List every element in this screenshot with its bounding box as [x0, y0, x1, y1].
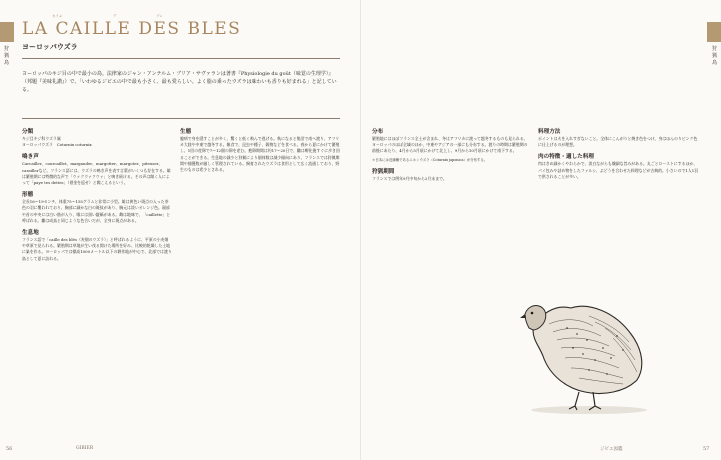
left-side-label: 狩猟鳥	[4, 46, 10, 66]
ecology-heading: 生態	[180, 129, 192, 135]
classification-line: ヨーロッパウズラ Coturnix coturnix	[22, 142, 92, 148]
left-column-2	[180, 128, 340, 176]
classification-line: キジ目キジ科ウズラ属	[22, 136, 61, 141]
distribution-text: 繁殖地にはほぼフランス全土が含まれ、冬はアフリカに渡って越冬するものも見られる。ヨーロッパのほぼ全域のほか、中東やアジアの一部にも分布する。渡りの時期は繁殖期の前後にあたり、4月から5月頃にかけて北上し、9月から10月頃にかけて南下する。	[372, 136, 528, 154]
cooking-text: ポイントは火を入れすぎないこと。全体にこんがりと焼き色をつけ、身はほんのりピンク色に仕上げるのが理想。	[538, 136, 698, 148]
gutter-shadow	[360, 0, 361, 460]
left-page-number: 56	[6, 446, 13, 452]
right-side-label: 狩猟鳥	[711, 46, 717, 66]
page-title: LA CAILLE DES BLES	[22, 19, 242, 39]
classification-heading: 分類	[22, 129, 34, 135]
title-ruby-des: デ	[113, 14, 117, 18]
season-heading: 狩猟期間	[372, 169, 395, 176]
left-running-footer: GIBIER	[76, 446, 94, 451]
form-heading: 形態	[22, 192, 34, 199]
distribution-note: ＊日本には近縁種であるニホンウズラ（Coturnix japonica）が分布する。	[372, 157, 488, 162]
quail-illustration	[519, 288, 655, 416]
title-ruby-bles: ブレ	[156, 14, 163, 18]
distribution-heading: 分布	[372, 129, 384, 135]
taste-text: 肉はきめ細かくやわらかで、淡白ながらも繊細な旨みがある。丸ごとローストにするほか、パイ包みや詰め物をしたファルシ、ぶどうを合わせた料理などが古典的。小さいので1人1羽で供されることが多い。	[538, 161, 699, 179]
page-subtitle: ヨーロッパウズラ	[22, 43, 78, 51]
right-section-tab	[707, 22, 721, 42]
habitat-text: フランス語で「caille des blés（麦畑のウズラ）」と呼ばれるように、平原の小麦畑や草原で見られる。繁殖期は草地が生い茂る開けた場所を好み、比較的乾燥した土地に巣を作る。ヨーロッパでは標高1000メートル以下の耕作地が中心で、北部では渡り鳥として夏に訪れる。	[22, 237, 172, 261]
title-block	[22, 14, 242, 39]
form-text: 全長16〜19センチ、体重75〜155グラムと非常に小型。雄は黄色い斑点の入った茶色の羽に覆われており、胸部に細かな白の斑紋があり、胸元は淡いオレンジ色。頭部や首の中央には白い筋が入り、喉には黒い縦縞がある。雌は地味で、「caillette」と呼ばれる。雛は成鳥と同じような色合いだが、全身に斑点がある。	[22, 199, 171, 223]
intro-rule	[22, 118, 340, 119]
cooking-heading: 料理方法	[538, 129, 561, 135]
right-page-number: 57	[703, 446, 710, 452]
ecology-text: 臆病で身を隠すことが多く、驚くと低く飛んで逃げる。秋になると集団で南へ渡り、アフリカ大陸や中東で越冬する。雑食で、昆虫や種子、穀物などを食べる。春から夏にかけて繁殖し、1回の産卵で7〜12個の卵を産む。抱卵期間は約17〜20日で、雛は孵化後すぐに歩き回ることができる。生息地の減少と狩猟により個体数は減少傾向にあり、フランスでは狩猟期間や捕獲数が厳しく管理されている。飼育されたウズラは食用として広く流通しており、野生のものは希少とされる。	[180, 136, 340, 173]
taste-heading: 肉の特徴・適した料理	[538, 154, 594, 161]
habitat-heading: 生息地	[22, 230, 39, 237]
season-text: フランスでは例年9月中旬から2月末まで。	[372, 176, 447, 182]
voice-text: Carcailler、courcaillet、margauder、margotter、margoter、piteuser、caraillerなど。フランス語には、ウズラの鳴き声を表す言葉がいくつも存在する。雄は繁殖期には特徴的な声で「ウァクウァクウァ」と鳴き続ける。その声は聞く人によって「paye tes dettes」（借金を返せ）と聞こえるという。	[22, 161, 171, 186]
voice-heading: 鳴き声	[22, 154, 39, 161]
intro-paragraph: ヨーロッパのキジ目の中で最小の鳥。法律家のジャン・アンテルム・ブリア・サヴァランは著書『Physiologie du goût（味覚の生理学）』（邦題『美味礼讃』）で、「いわゆるジビエの中で最も小さく、最も愛らしい。よく脂の乗ったウズラは味わいも香りも好まれる」と記している。	[22, 71, 337, 93]
right-column-1	[372, 128, 530, 185]
title-rule	[22, 58, 340, 59]
right-column-2	[538, 128, 700, 183]
right-running-footer: ジビエ図鑑	[600, 447, 623, 452]
title-ruby-caille: カイユ	[52, 14, 63, 18]
left-section-tab	[0, 22, 14, 42]
left-column-1	[22, 128, 172, 265]
